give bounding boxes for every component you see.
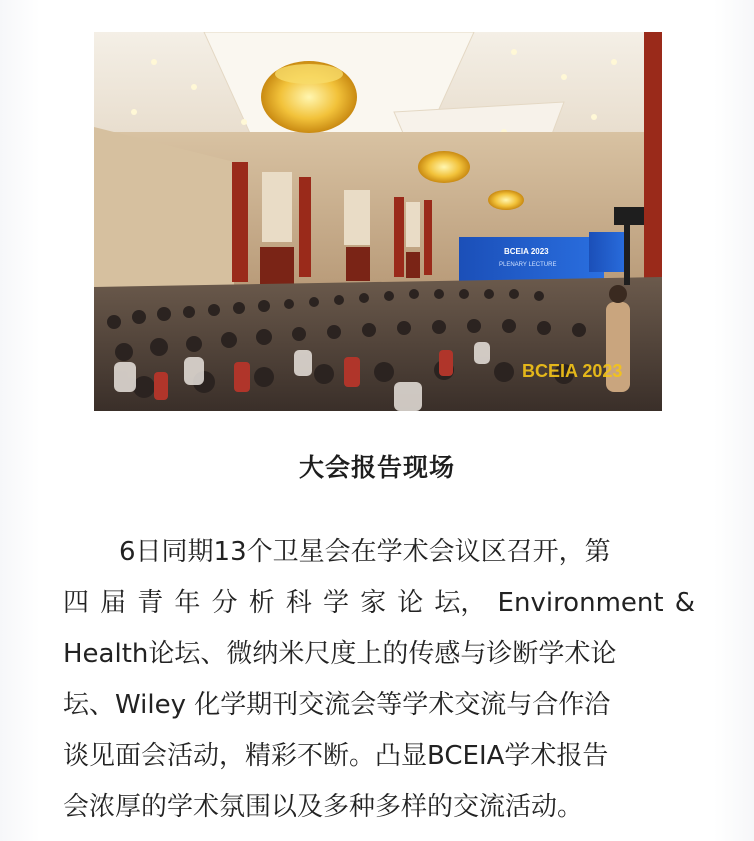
article-body [63,527,695,833]
conference-hall-photo [94,32,662,411]
screen-title: BCEIA 2023 [504,247,549,256]
watermark-logo: BCEIA 2023 [522,361,623,381]
left-margin [0,0,40,841]
screen-subtitle: PLENARY LECTURE [499,262,557,268]
paragraph-line: 会浓厚的学术氛围以及多种多样的交流活动。 [63,792,584,822]
right-margin [714,0,754,841]
paragraph-line: 6日同期13个卫星会在学术会议区召开，第 [119,537,611,567]
photo-caption: 大会报告现场 [298,453,455,482]
paragraph-line: 四 届 青 年 分 析 科 学 家 论 坛， Environment & [63,588,695,618]
paragraph-line: 谈见面会活动，精彩不断。凸显BCEIA学术报告 [63,741,609,771]
paragraph-line: 坛、Wiley 化学期刊交流会等学术交流与合作洽 [63,690,611,720]
paragraph-line: Health论坛、微纳米尺度上的传感与诊断学术论 [63,639,617,669]
